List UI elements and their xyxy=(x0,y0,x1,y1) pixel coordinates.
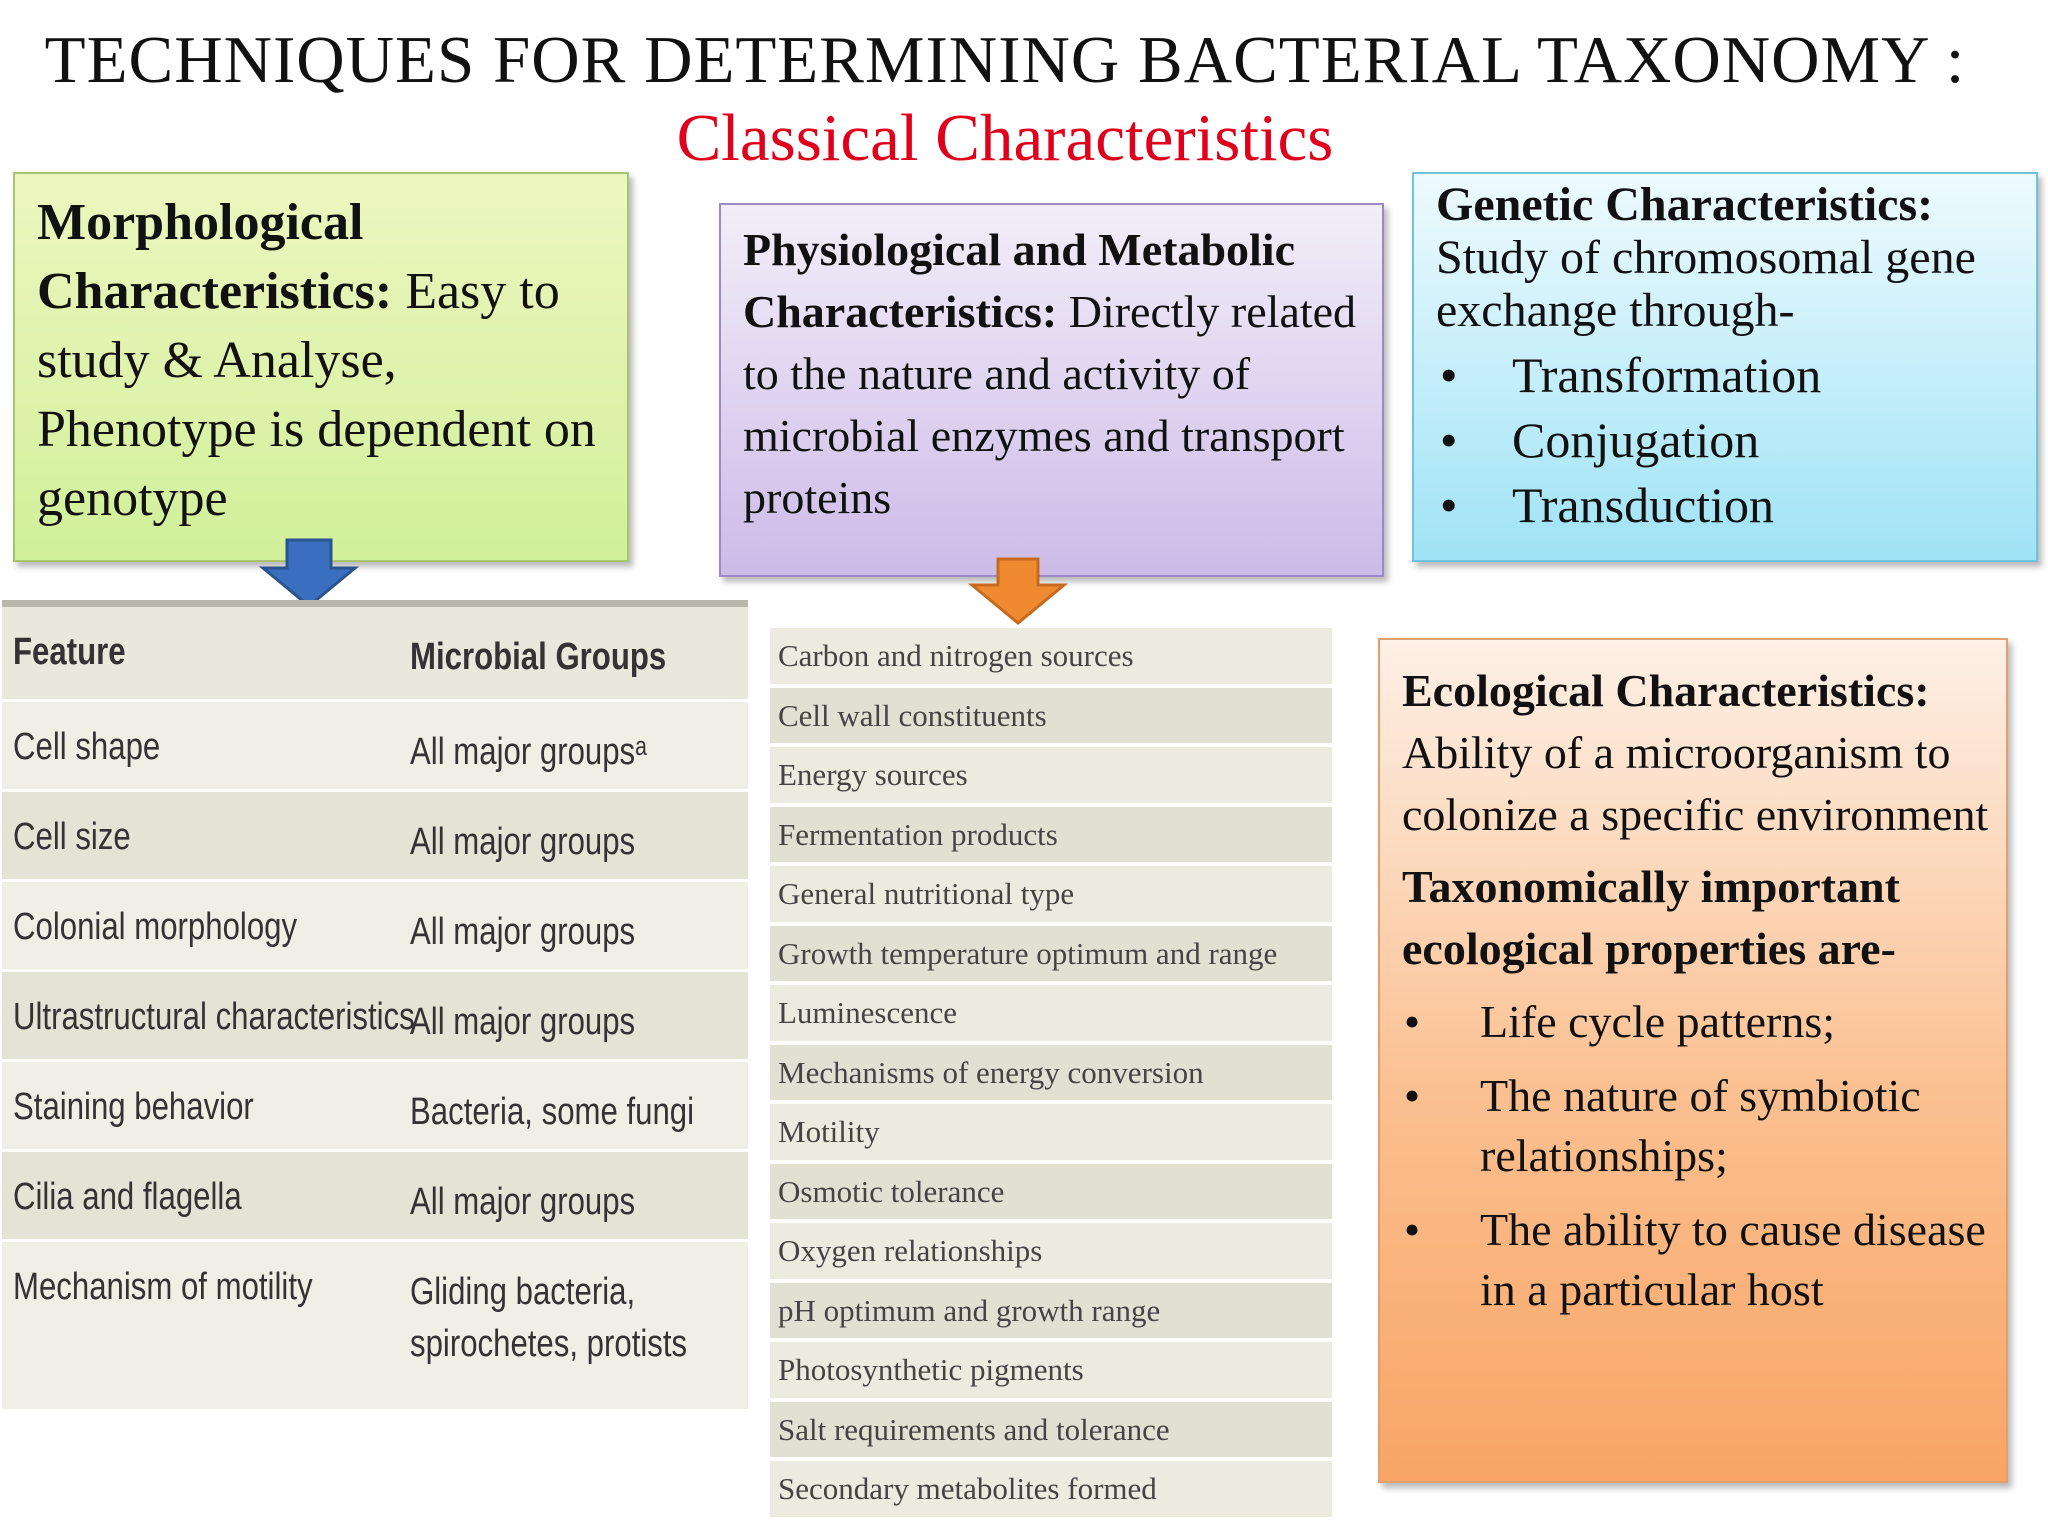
genetic-box xyxy=(1412,172,2038,562)
ecological-item: • The ability to cause disease in a particular host xyxy=(1402,1200,1990,1320)
table-row xyxy=(2,1152,748,1242)
morphological-box xyxy=(13,172,629,562)
feature-cell: Cell size xyxy=(13,816,131,858)
feature-cell: Colonial morphology xyxy=(13,906,298,948)
list-item: Motility xyxy=(770,1104,1332,1164)
list-item: Luminescence xyxy=(770,985,1332,1045)
physiological-text: Directly related to the nature and activity of microbial enzymes and transport proteins xyxy=(743,286,1357,523)
list-item: Mechanisms of energy conversion xyxy=(770,1045,1332,1105)
genetic-item: • Conjugation xyxy=(1436,408,2018,473)
table-row xyxy=(2,792,748,882)
column-header: Microbial Groups xyxy=(410,636,667,678)
list-item: pH optimum and growth range xyxy=(770,1283,1332,1343)
list-item: Oxygen relationships xyxy=(770,1223,1332,1283)
physiological-box xyxy=(719,203,1384,577)
ecological-text: Ability of a microorganism to colonize a specific environment xyxy=(1402,727,1989,840)
genetic-heading: Genetic Characteristics: xyxy=(1436,178,1934,231)
list-item: Growth temperature optimum and range xyxy=(770,926,1332,986)
group-cell: All major groups xyxy=(410,911,636,953)
physiological-heading: Physiological and Metabolic Characteristics: xyxy=(743,224,1295,337)
list-item: Osmotic tolerance xyxy=(770,1164,1332,1224)
list-item: Energy sources xyxy=(770,747,1332,807)
table-header-row xyxy=(2,607,748,702)
group-cell: All major groups xyxy=(410,1001,636,1043)
genetic-list xyxy=(1436,343,2018,538)
list-item: General nutritional type xyxy=(770,866,1332,926)
column-header: Feature xyxy=(13,631,126,673)
list-item: Fermentation products xyxy=(770,807,1332,867)
group-cell: Bacteria, some fungi xyxy=(410,1091,695,1133)
feature-cell: Cilia and flagella xyxy=(13,1176,242,1218)
feature-cell: Mechanism of motility xyxy=(13,1266,313,1308)
ecological-item: • Life cycle patterns; xyxy=(1402,992,1990,1052)
table-row xyxy=(2,972,748,1062)
table-row xyxy=(2,1242,748,1387)
feature-cell: Cell shape xyxy=(13,726,161,768)
list-item: Carbon and nitrogen sources xyxy=(770,628,1332,688)
list-item: Secondary metabolites formed xyxy=(770,1461,1332,1521)
morphological-text: Easy to study & Analyse, Phenotype is dependent on genotype xyxy=(37,263,596,527)
table-row xyxy=(2,882,748,972)
morphological-table xyxy=(2,600,748,1409)
morphological-heading: Morphological Characteristics: xyxy=(37,194,393,320)
list-item: Salt requirements and tolerance xyxy=(770,1402,1332,1462)
feature-cell: Staining behavior xyxy=(13,1086,254,1128)
physiological-table xyxy=(770,628,1332,1521)
ecological-heading: Ecological Characteristics: xyxy=(1402,665,1930,716)
page-subtitle: Classical Characteristics xyxy=(676,101,1334,175)
list-item: Cell wall constituents xyxy=(770,688,1332,748)
table-row xyxy=(2,702,748,792)
group-cell: All major groups xyxy=(410,821,636,863)
list-item: Photosynthetic pigments xyxy=(770,1342,1332,1402)
group-cell: All major groupsᵃ xyxy=(410,731,647,773)
table-row xyxy=(2,1062,748,1152)
genetic-item: • Transformation xyxy=(1436,343,2018,408)
page-title: TECHNIQUES FOR DETERMINING BACTERIAL TAXONOMY : xyxy=(44,23,1966,97)
group-cell: Gliding bacteria, spirochetes, protists xyxy=(410,1271,688,1365)
ecological-item: • The nature of symbiotic relationships; xyxy=(1402,1066,1990,1186)
group-cell: All major groups xyxy=(410,1181,636,1223)
ecological-box xyxy=(1378,638,2008,1483)
arrow-down-icon xyxy=(968,557,1068,629)
genetic-text: Study of chromosomal gene exchange through- xyxy=(1436,231,1976,337)
genetic-item: • Transduction xyxy=(1436,473,2018,538)
ecological-list xyxy=(1402,992,1990,1320)
ecological-subheading: Taxonomically important ecological properties are- xyxy=(1402,861,1900,974)
feature-cell: Ultrastructural characteristics xyxy=(13,996,415,1038)
